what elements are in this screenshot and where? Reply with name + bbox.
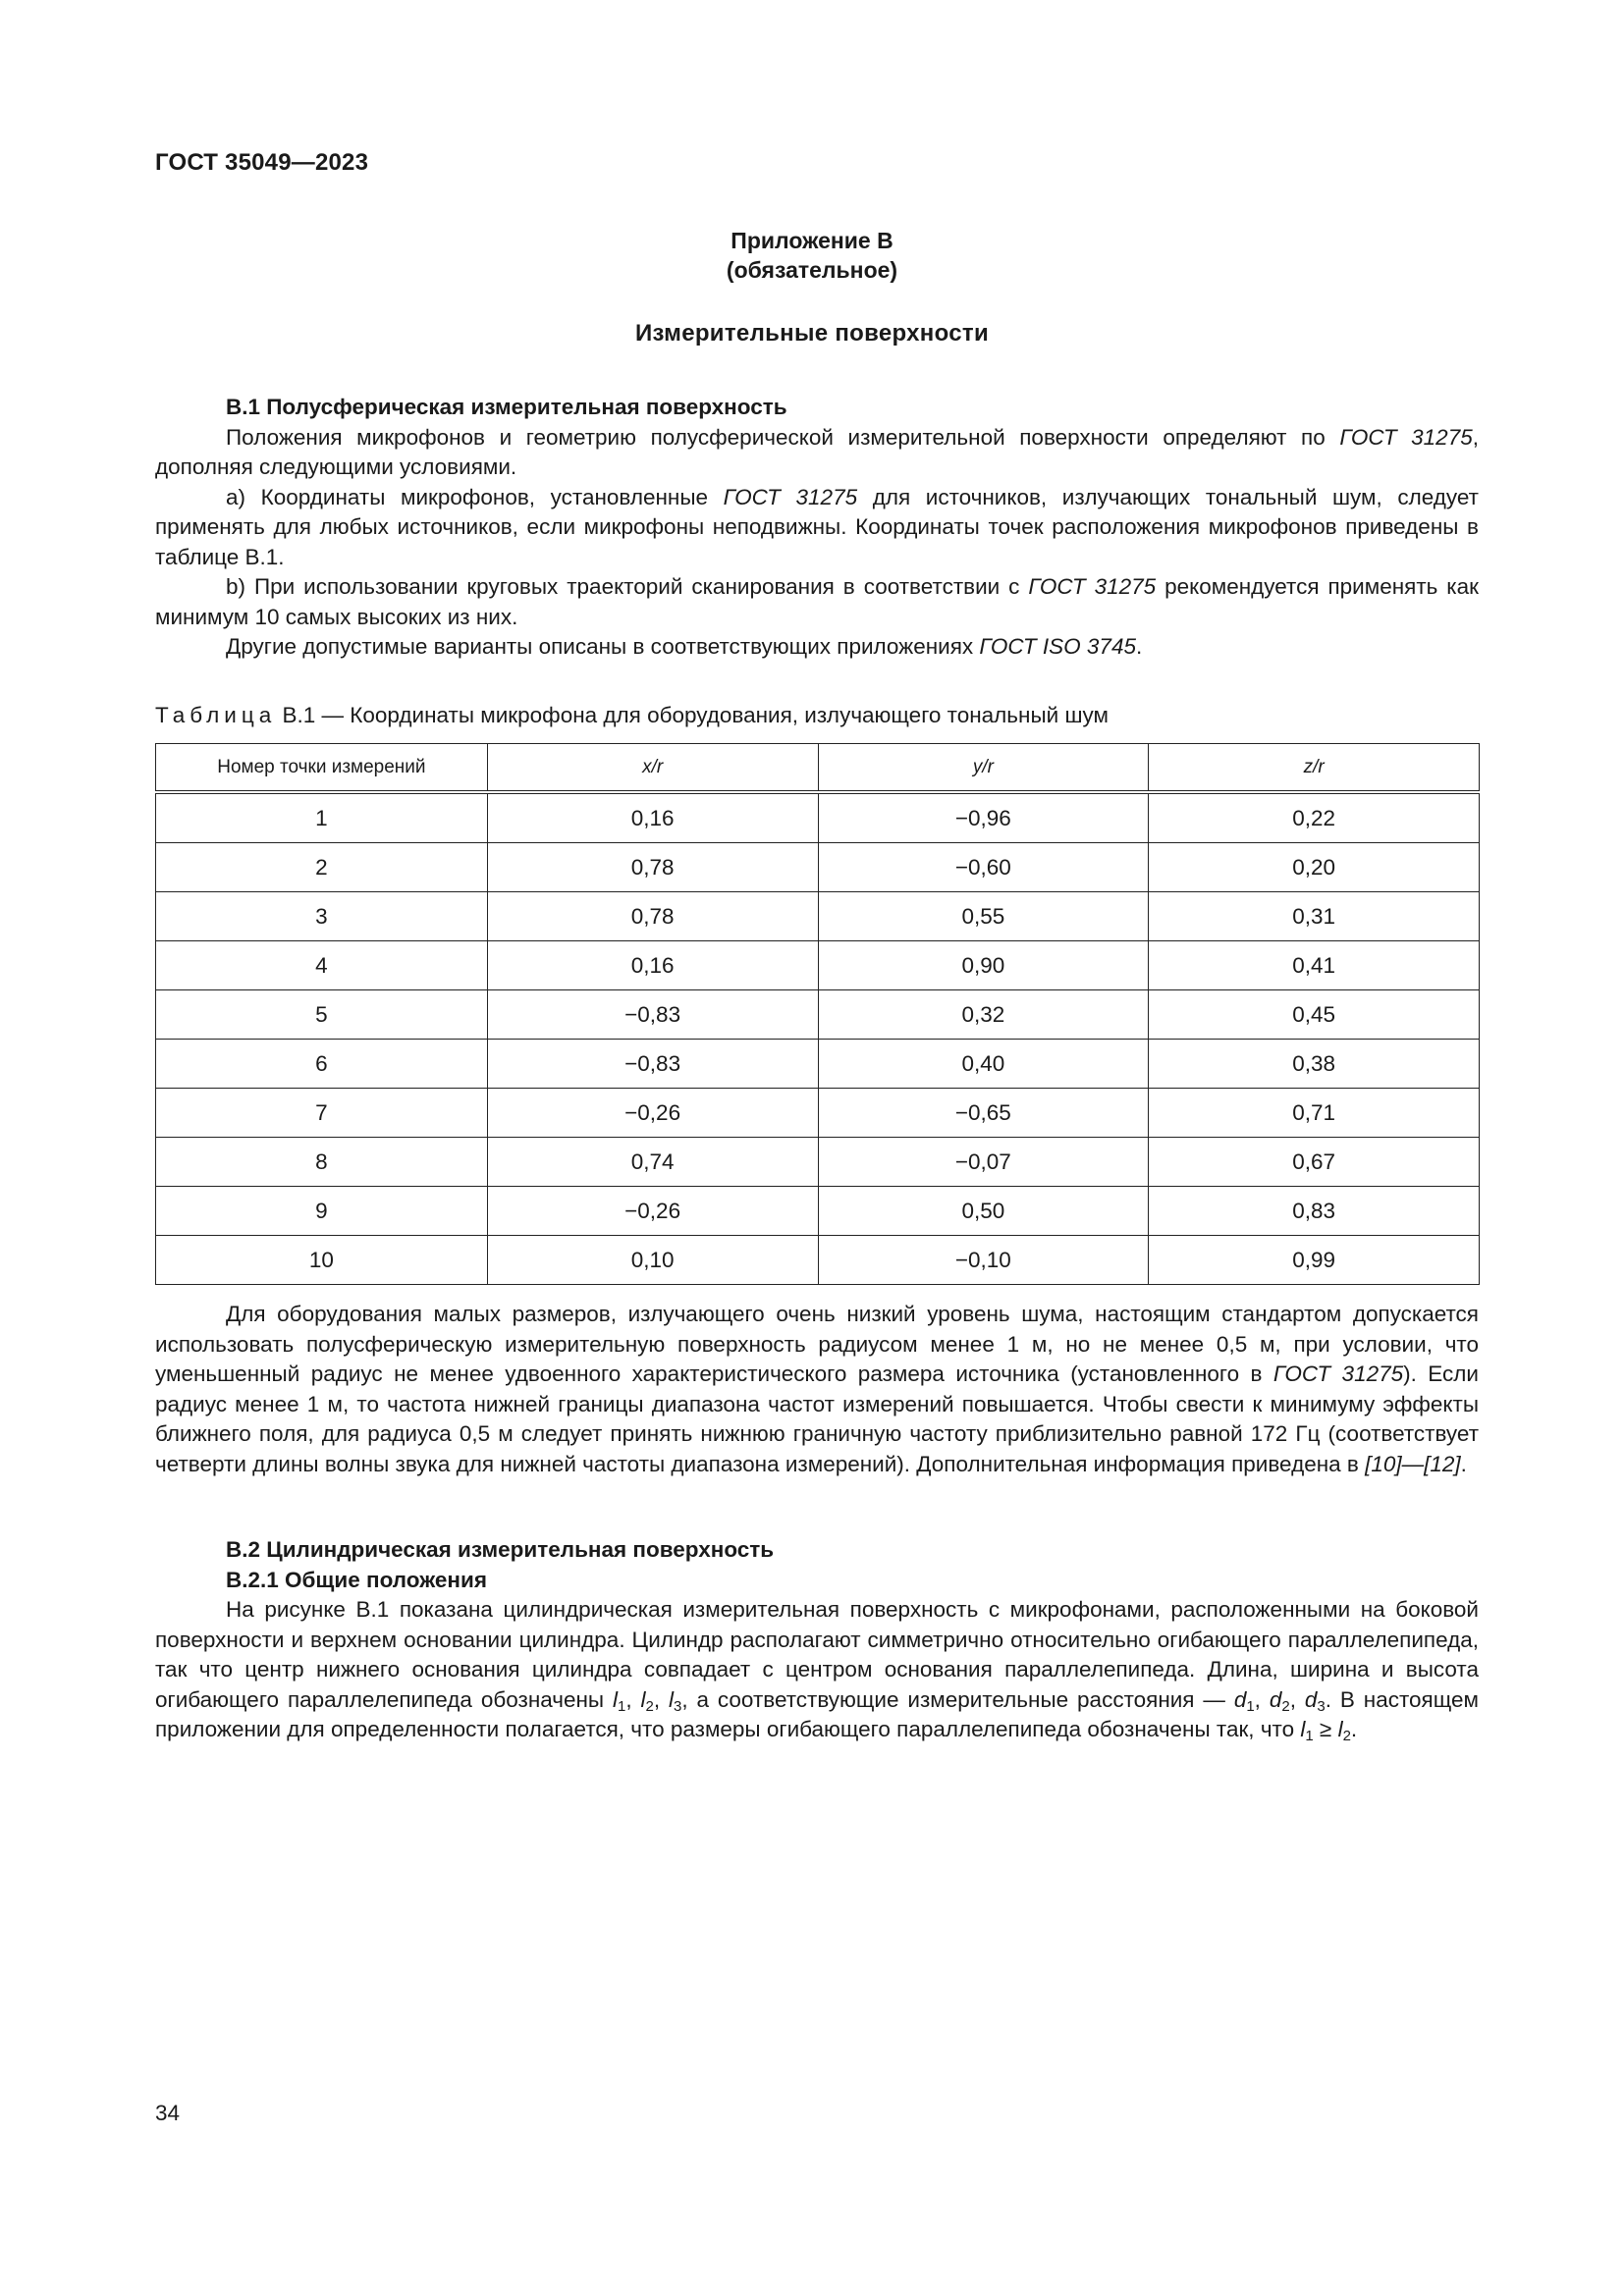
- small-equipment-paragraph: Для оборудования малых размеров, излучающего очень низкий уровень шума, настоящим стандартом допускается использовать полусферическую измерительную поверхность радиусом менее 1 м, но не менее 0,5 м, при условии, что уменьшенный радиус не менее удвоенного характеристического размера источника (установленного в ГОСТ 31275). Если радиус менее 1 м, то частота нижней границы диапазона частот измерений повышается. Чтобы свести к минимуму эффекты ближнего поля, для радиуса 0,5 м следует принять нижнюю граничную частоту приблизительно равной 172 Гц (соответствует четверти длины волны звука для нижней частоты диапазона измерений). Дополнительная информация приведена в [10]—[12].: [155, 1302, 1480, 1476]
- table-cell: 0,31: [1149, 892, 1480, 941]
- table-cell: 1: [156, 792, 488, 843]
- b1-heading: В.1 Полусферическая измерительная поверхность: [226, 395, 787, 419]
- table-cell: 0,45: [1149, 990, 1480, 1040]
- table-cell: 7: [156, 1089, 488, 1138]
- column-header: x/r: [487, 744, 818, 793]
- appendix-status: (обязательное): [726, 257, 898, 283]
- column-header: y/r: [818, 744, 1149, 793]
- coordinates-table: [155, 743, 1480, 1285]
- b2-1-heading: В.2.1 Общие положения: [226, 1567, 487, 1592]
- page-number: 34: [155, 2101, 181, 2125]
- standard-reference: ГОСТ 31275: [1339, 424, 1473, 450]
- appendix-title: [0, 226, 1624, 285]
- table-row: [156, 1089, 1480, 1138]
- table-cell: 0,78: [487, 843, 818, 892]
- table-header-row: [156, 744, 1480, 793]
- column-header: Номер точки измерений: [156, 744, 488, 793]
- standard-reference: ГОСТ 31275: [1028, 574, 1157, 599]
- table-cell: 0,22: [1149, 792, 1480, 843]
- standard-reference: ГОСТ 31275: [723, 484, 858, 509]
- table-cell: 6: [156, 1040, 488, 1089]
- table-cell: 0,99: [1149, 1236, 1480, 1285]
- table-row: [156, 792, 1480, 843]
- table-caption-text: В.1 — Координаты микрофона для оборудования, излучающего тональный шум: [282, 703, 1109, 727]
- table-cell: 0,71: [1149, 1089, 1480, 1138]
- table-cell: 0,38: [1149, 1040, 1480, 1089]
- b2-1-paragraph: На рисунке В.1 показана цилиндрическая измерительная поверхность с микрофонами, расположенными на боковой поверхности и верхнем основании цилиндра. Цилиндр располагают симметрично относительно огибающего параллелепипеда, так что центр нижнего основания цилиндра совпадает с центром основания параллелепипеда. Длина, ширина и высота огибающего параллелепипеда обозначены $l_1$, $l_2$, $l_3$, а соответствующие измерительные расстояния — $d_1$, $d_2$, $d_3$. В настоящем приложении для определенности полагается, что размеры огибающего параллелепипеда обозначены так, что $l_1 \ge l_2$.: [155, 1597, 1479, 1744]
- appendix-label: Приложение В: [731, 228, 893, 253]
- table-cell: −0,10: [818, 1236, 1149, 1285]
- table-caption-label: Таблица: [155, 703, 277, 727]
- table-cell: 0,10: [487, 1236, 818, 1285]
- table-row: [156, 892, 1480, 941]
- table-cell: −0,83: [487, 990, 818, 1040]
- table-cell: 0,16: [487, 792, 818, 843]
- table-cell: −0,07: [818, 1138, 1149, 1187]
- table-cell: 0,83: [1149, 1187, 1480, 1236]
- table-row: [156, 941, 1480, 990]
- table-cell: −0,83: [487, 1040, 818, 1089]
- table-cell: 0,20: [1149, 843, 1480, 892]
- bibliography-reference: [10]—[12]: [1365, 1451, 1461, 1476]
- b1-paragraph-c: Другие допустимые варианты описаны в соответствующих приложениях ГОСТ ISO 3745.: [226, 634, 1143, 659]
- table-cell: 0,90: [818, 941, 1149, 990]
- table-cell: 0,78: [487, 892, 818, 941]
- table-row: [156, 843, 1480, 892]
- table-cell: 0,40: [818, 1040, 1149, 1089]
- table-cell: −0,65: [818, 1089, 1149, 1138]
- table-row: [156, 1138, 1480, 1187]
- table-cell: 2: [156, 843, 488, 892]
- table-cell: −0,60: [818, 843, 1149, 892]
- table-cell: −0,26: [487, 1187, 818, 1236]
- table-row: [156, 1236, 1480, 1285]
- section-b2: [155, 1535, 1479, 1745]
- table-cell: −0,26: [487, 1089, 818, 1138]
- b2-heading: В.2 Цилиндрическая измерительная поверхность: [226, 1537, 775, 1562]
- table-row: [156, 1187, 1480, 1236]
- table-cell: 0,16: [487, 941, 818, 990]
- table-row: [156, 990, 1480, 1040]
- column-header: z/r: [1149, 744, 1480, 793]
- table-cell: 9: [156, 1187, 488, 1236]
- table-cell: 5: [156, 990, 488, 1040]
- section-heading: Измерительные поверхности: [634, 320, 990, 347]
- table-cell: 0,74: [487, 1138, 818, 1187]
- table-cell: 0,32: [818, 990, 1149, 1040]
- table-cell: 0,50: [818, 1187, 1149, 1236]
- table-cell: 4: [156, 941, 488, 990]
- table-cell: 0,41: [1149, 941, 1480, 990]
- document-code: ГОСТ 35049—2023: [155, 149, 369, 176]
- table-cell: 10: [156, 1236, 488, 1285]
- table-cell: 3: [156, 892, 488, 941]
- b1-paragraph-1: Положения микрофонов и геометрию полусферической измерительной поверхности определяют по ГОСТ 31275, дополняя следующими условиями.: [155, 424, 1479, 479]
- b1-paragraph-b: b) При использовании круговых траекторий сканирования в соответствии с ГОСТ 31275 рекомендуется применять как минимум 10 самых высоких из них.: [155, 574, 1479, 629]
- standard-reference: ГОСТ ISO 3745: [979, 634, 1136, 659]
- table-cell: 0,55: [818, 892, 1149, 941]
- table-cell: 0,67: [1149, 1138, 1480, 1187]
- table-cell: 8: [156, 1138, 488, 1187]
- b1-paragraph-a: a) Координаты микрофонов, установленные ГОСТ 31275 для источников, излучающих тональный шум, следует применять для любых источников, если микрофоны неподвижны. Координаты точек расположения микрофонов приведены в таблице В.1.: [155, 484, 1479, 569]
- standard-reference: ГОСТ 31275: [1272, 1362, 1404, 1386]
- table-caption: [155, 703, 1109, 728]
- table-cell: −0,96: [818, 792, 1149, 843]
- section-after-table: [155, 1300, 1479, 1479]
- section-b1: [155, 393, 1479, 663]
- table-row: [156, 1040, 1480, 1089]
